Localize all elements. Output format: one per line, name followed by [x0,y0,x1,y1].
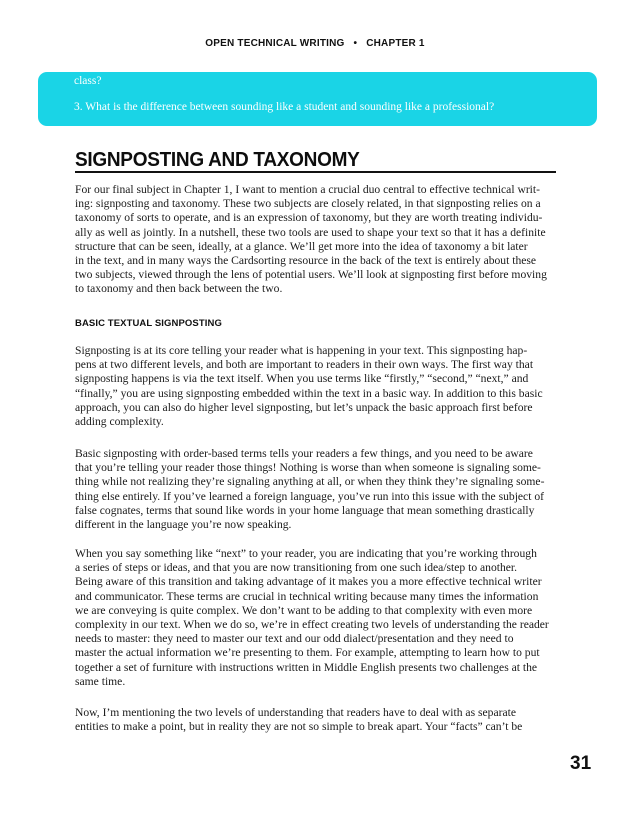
callout-question-fragment: class? [74,75,102,87]
paragraph-order-terms [75,447,556,532]
text-line: different in the language you’re now speaking. [75,518,292,532]
text-line: ally as well as jointly. In a nutshell, these two tools are used to shape your text so that it has a definite [75,225,546,239]
intro-paragraph [75,183,556,297]
running-head [0,38,630,49]
text-line: needs to master: they need to master our text and our odd dialect/presentation and they need to [75,632,514,646]
text-line: Being aware of this transition and taking advantage of it makes you a more effective technical writer [75,575,542,589]
text-line: complexity in our text. When we do so, we’re in effect creating two levels of understanding the reader [75,618,549,632]
text-line: signposting happens is via the text itself. When you use terms like “firstly,” “second,” “next,” and [75,372,529,386]
text-line: two subjects, viewed through the lens of potential users. We’ll look at signposting first before moving [75,268,547,282]
text-line: and communicator. These terms are crucial in technical writing because many times the information [75,589,539,603]
text-line: “finally,” you are using signposting embedded within the text in a basic way. In addition to this basic [75,386,543,400]
subsection-title: BASIC TEXTUAL SIGNPOSTING [75,318,222,329]
text-line: that you’re telling your reader those things! Nothing is worse than when someone is signaling some- [75,461,541,475]
book-title: OPEN TECHNICAL WRITING [205,38,345,49]
text-line: Now, I’m mentioning the two levels of understanding that readers have to deal with as separate [75,706,516,719]
text-line: Signposting is at its core telling your reader what is happening in your text. This signposting hap- [75,344,528,357]
text-line: a series of steps or ideas, and that you are now transitioning from one such idea/step to another. [75,561,518,575]
text-line: false cognates, terms that sound like words in your home language that mean something drastically [75,503,535,517]
text-line: pens at two different levels, and both are important to readers in their own ways. The first way that [75,358,534,372]
section-title-rule [75,171,556,173]
callout-question-3: 3. What is the difference between sounding like a student and sounding like a professional? [74,101,495,113]
text-line: For our final subject in Chapter 1, I want to mention a crucial duo central to effective technical writ- [75,183,540,196]
text-line: structure that can be seen, ideally, at a glance. We’ll get more into the idea of taxonomy a bit later [75,239,528,253]
chapter-label: CHAPTER 1 [366,38,425,49]
text-line: together a set of furniture with instructions written in Middle English presents two challenges at the [75,660,538,674]
text-line: adding complexity. [75,415,164,429]
text-line: taxonomy of sorts to operate, and is an expression of taxonomy, but they are worth treating individu- [75,211,543,225]
text-line: When you say something like “next” to your reader, you are indicating that you’re working through [75,547,537,560]
text-line: thing else entirely. If you’ve learned a foreign language, you’ve run into this issue with the subject of [75,489,544,503]
text-line: to taxonomy and then back between the two. [75,282,283,296]
paragraph-two-levels [75,706,556,734]
review-questions-callout [38,72,597,126]
text-line: ing: signposting and taxonomy. These two subjects are closely related, in that signposting relies on a [75,197,541,211]
text-line: thing while not realizing they’re signaling anything at all, or when they think they’re signaling some- [75,475,545,489]
text-line: approach, you can also do higher level signposting, but let’s unpack the basic approach first before [75,400,533,414]
section-title: SIGNPOSTING AND TAXONOMY [75,149,360,171]
text-line: master the actual information we’re presenting to them. For example, attempting to learn how to put [75,646,540,660]
text-line: Basic signposting with order-based terms tells your readers a few things, and you need to be aware [75,447,533,460]
paragraph-transitions [75,547,556,689]
paragraph-signposting-core [75,344,556,429]
text-line: we are conveying is quite complex. We don’t want to be adding to that complexity with even more [75,603,533,617]
text-line: entities to make a point, but in reality they are not so simple to break apart. Your “facts” can’t be [75,720,523,734]
page-number: 31 [570,753,592,774]
text-line: same time. [75,674,126,688]
header-separator: • [353,38,358,49]
text-line: in the text, and in many ways the Cardsorting resource in the back of the text is entirely about these [75,254,537,268]
